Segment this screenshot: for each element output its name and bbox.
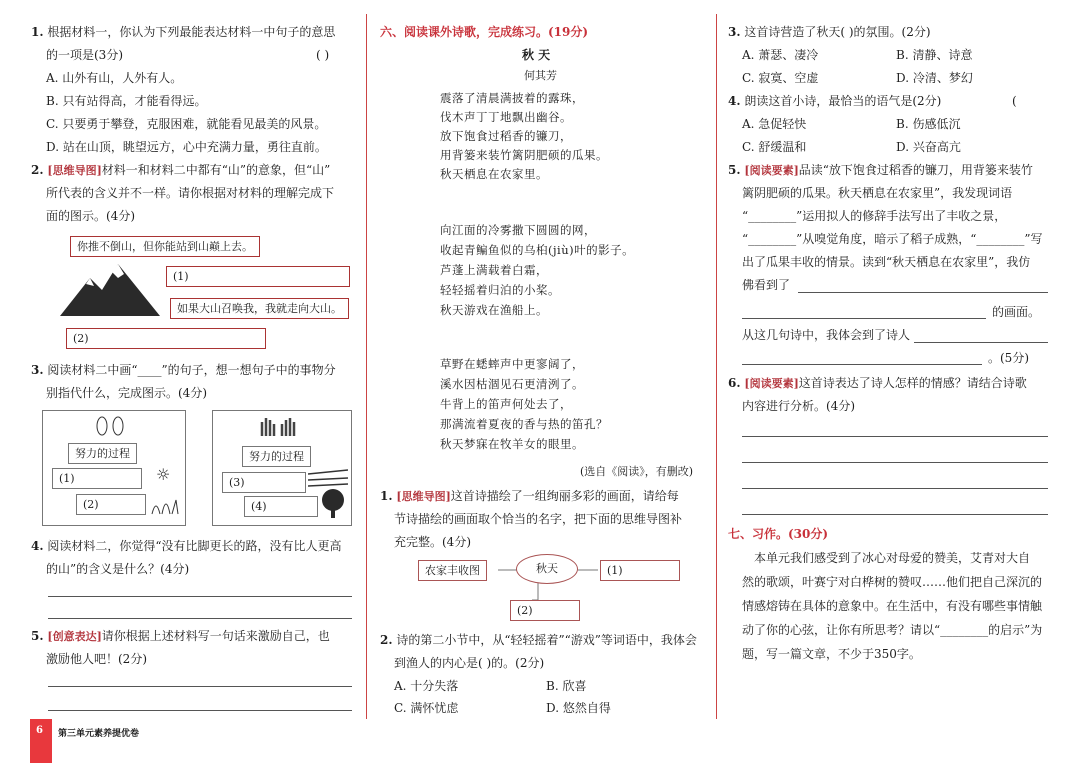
poem-source: (选自《阅读》，有删改) [580, 465, 694, 478]
poem-author: 何其芳 [524, 69, 557, 82]
column-left [26, 0, 358, 763]
c3-q3-option-d[interactable]: D. 冷清、梦幻 [896, 71, 973, 85]
q3-answer-3[interactable]: (3) [222, 472, 306, 493]
c2-q2-line2: 到渔人的内心是( )的。(2分) [394, 656, 545, 670]
c3-q5-line7: 的画面。 [992, 305, 1041, 319]
essay-line-5: 题，写一篇文章，不少于350字。 [742, 647, 921, 661]
c3-q6-answer-line-2[interactable] [742, 462, 1048, 463]
poem-title: 秋 天 [522, 48, 551, 62]
q5-answer-line-1[interactable] [48, 686, 352, 687]
c2-q2-option-a[interactable]: A. 十分失落 [394, 679, 459, 693]
mind-map-box-harvest: 农家丰收图 [418, 560, 487, 581]
c2-q1-line1: 1. [思维导图]这首诗描绘了一组绚丽多彩的画面，请给每 [380, 489, 679, 503]
q3-answer-4[interactable]: (4) [244, 496, 318, 517]
q1-answer-paren[interactable]: ( ) [316, 48, 330, 62]
q1-option-a[interactable]: A. 山外有山，人外有人。 [46, 71, 183, 85]
c3-q3-line: 3. 这首诗营造了秋天( )的氛围。(2分) [728, 25, 931, 39]
c3-q5-blank-2[interactable] [742, 318, 986, 319]
essay-line-1: 本单元我们感受到了冰心对母爱的赞美，艾青对大自 [754, 551, 1031, 565]
c2-q2-option-b[interactable]: B. 欣喜 [546, 679, 587, 693]
q5-line2: 激励他人吧！(2分) [46, 652, 147, 666]
c3-q5-line2: 篱阴肥硕的瓜果。秋天栖息在农家里”，我发现词语 [742, 186, 1013, 200]
q4-answer-line-2[interactable] [48, 618, 352, 619]
essay-line-2: 然的歌颂，叶赛宁对白桦树的赞叹……他们把自己深沉的 [742, 575, 1043, 589]
q1-option-d[interactable]: D. 站在山顶，眺望远方，心中充满力量，勇往直前。 [46, 140, 327, 154]
q1-option-b[interactable]: B. 只有站得高，才能看得远。 [46, 94, 207, 108]
q5-line1: 5. [创意表达]请你根据上述材料写一句话来激励自己，也 [31, 629, 330, 643]
c3-q6-line1: 6. [阅读要素]这首诗表达了诗人怎样的情感？请结合诗歌 [728, 376, 1027, 390]
mind-map-answer-1[interactable]: (1) [600, 560, 680, 581]
mind-map-center: 秋天 [516, 554, 578, 584]
q5-answer-line-2[interactable] [48, 710, 352, 711]
q3-right-label: 努力的过程 [242, 446, 311, 467]
q4-line1: 4. 阅读材料二，你觉得“没有比脚更长的路，没有比人更高 [31, 539, 342, 553]
section-6-heading: 六、阅读课外诗歌，完成练习。(19分) [380, 25, 589, 39]
c3-q5-line4: “________”从嗅觉角度，暗示了稻子成熟，“________”写 [742, 232, 1043, 246]
q3-line1: 3. 阅读材料二中画“____”的句子，想一想句子中的事物分 [31, 363, 336, 377]
branches-icon [308, 468, 348, 488]
hands-icon [258, 414, 298, 438]
poem-stanza-3: 草野在蟋蟀声中更寥阔了， 溪水因枯涸见石更清洌了。 牛背上的笛声何处去了， 那满流着夏夜的香与热的笛孔？ 秋天梦寐在牧羊女的眼里。 [440, 357, 608, 451]
c3-q3-option-b[interactable]: B. 清静、诗意 [896, 48, 973, 62]
q2-box-bottom: 如果大山召唤我，我就走向大山。 [170, 298, 349, 319]
c3-q5-line6: 佛看到了 [742, 278, 791, 292]
c2-q1-line3: 充完整。(4分) [394, 535, 471, 549]
q1-option-c[interactable]: C. 只要勇于攀登，克服困难，就能看见最美的风景。 [46, 117, 327, 131]
c3-q4-paren[interactable]: ( [1012, 94, 1017, 108]
c3-q5-line5: 出了瓜果丰收的情景。读到“秋天栖息在农家里”，我仿 [742, 255, 1031, 269]
c3-q5-line9: 。(5分) [988, 351, 1029, 365]
q2-answer-1[interactable]: (1) [166, 266, 350, 287]
q4-answer-line-1[interactable] [48, 596, 352, 597]
c2-q2-option-d[interactable]: D. 悠然自得 [546, 701, 611, 715]
c3-q4-option-b[interactable]: B. 伤感低沉 [896, 117, 961, 131]
q2-answer-2[interactable]: (2) [66, 328, 266, 349]
q3-answer-1[interactable]: (1) [52, 468, 142, 489]
poem-stanza-1: 震落了清晨满披着的露珠， 伐木声丁丁地飘出幽谷。 放下饱食过稻香的镰刀， 用背篓来装竹篱阴肥硕的瓜果。 秋天栖息在农家里。 [440, 91, 608, 181]
c3-q6-answer-line-3[interactable] [742, 488, 1048, 489]
c3-q4-option-d[interactable]: D. 兴奋高亢 [896, 140, 961, 154]
mind-map-answer-2[interactable]: (2) [510, 600, 580, 621]
grass-icon [150, 490, 180, 516]
footer-title: 第三单元素养提优卷 [58, 729, 140, 739]
q2-line2: 所代表的含义并不一样。请你根据对材料的理解完成下 [46, 186, 335, 200]
c3-q4-line: 4. 朗读这首小诗，最恰当的语气是(2分) [728, 94, 942, 108]
c3-q6-answer-line-1[interactable] [742, 436, 1048, 437]
column-divider [716, 14, 717, 719]
q3-line2: 别指代什么，完成图示。(4分) [46, 386, 207, 400]
c2-q2-option-c[interactable]: C. 满怀忧虑 [394, 701, 459, 715]
c3-q5-blank-3[interactable] [914, 342, 1048, 343]
footprints-icon [92, 414, 128, 436]
essay-line-4: 动了你的心弦，让你有所思考？请以“________的启示”为 [742, 623, 1043, 637]
mountain-icon [60, 256, 160, 318]
c3-q5-blank-1[interactable] [798, 292, 1048, 293]
column-divider [366, 14, 367, 719]
c2-q2-line1: 2. 诗的第二小节中，从“轻轻摇着”“游戏”等词语中，我体会 [380, 633, 697, 647]
q4-line2: 的山”的含义是什么？(4分) [46, 562, 190, 576]
c2-q1-line2: 节诗描绘的画面取个恰当的名字，把下面的思维导图补 [394, 512, 683, 526]
page-number-tab [30, 719, 52, 763]
q3-answer-2[interactable]: (2) [76, 494, 146, 515]
section-7-heading: 七、习作。(30分) [728, 527, 829, 541]
c3-q3-option-a[interactable]: A. 萧瑟、凄冷 [742, 48, 819, 62]
q2-box-top: 你推不倒山，但你能站到山巅上去。 [70, 236, 260, 257]
c3-q6-line2: 内容进行分析。(4分) [742, 399, 855, 413]
c3-q5-line8: 从这几句诗中，我体会到了诗人 [742, 328, 911, 342]
q3-left-label: 努力的过程 [68, 443, 137, 464]
c3-q4-option-a[interactable]: A. 急促轻快 [742, 117, 807, 131]
c3-q5-line3: “________”运用拟人的修辞手法写出了丰收之景， [742, 209, 1007, 223]
c3-q5-line1: 5. [阅读要素]品读“放下饱食过稻香的镰刀，用背篓来装竹 [728, 163, 1033, 177]
c3-q3-option-c[interactable]: C. 寂寞、空虚 [742, 71, 819, 85]
q2-line1: 2. [思维导图]材料一和材料二中都有“山”的意象，但“山” [31, 163, 331, 177]
c3-q6-answer-line-4[interactable] [742, 514, 1048, 515]
sun-icon: ☼ [156, 465, 171, 484]
c3-q5-blank-4[interactable] [742, 364, 982, 365]
q1-line2: 的一项是(3分) [46, 48, 123, 62]
page-number: 6 [36, 725, 43, 736]
poem-stanza-2: 向江面的冷雾撒下圆圆的网， 收起青鳊鱼似的乌桕(jiù)叶的影子。 芦蓬上满载着白霜， 轻轻摇着归泊的小桨。 秋天游戏在渔船上。 [440, 223, 635, 317]
q2-line3: 面的图示。(4分) [46, 209, 135, 223]
essay-line-3: 情感熔铸在具体的意象中。在生活中，有没有哪些事情触 [742, 599, 1043, 613]
tree-icon [318, 488, 348, 518]
c3-q4-option-c[interactable]: C. 舒缓温和 [742, 140, 807, 154]
q1-line1: 1. 根据材料一，你认为下列最能表达材料一中句子的意思 [31, 25, 336, 39]
